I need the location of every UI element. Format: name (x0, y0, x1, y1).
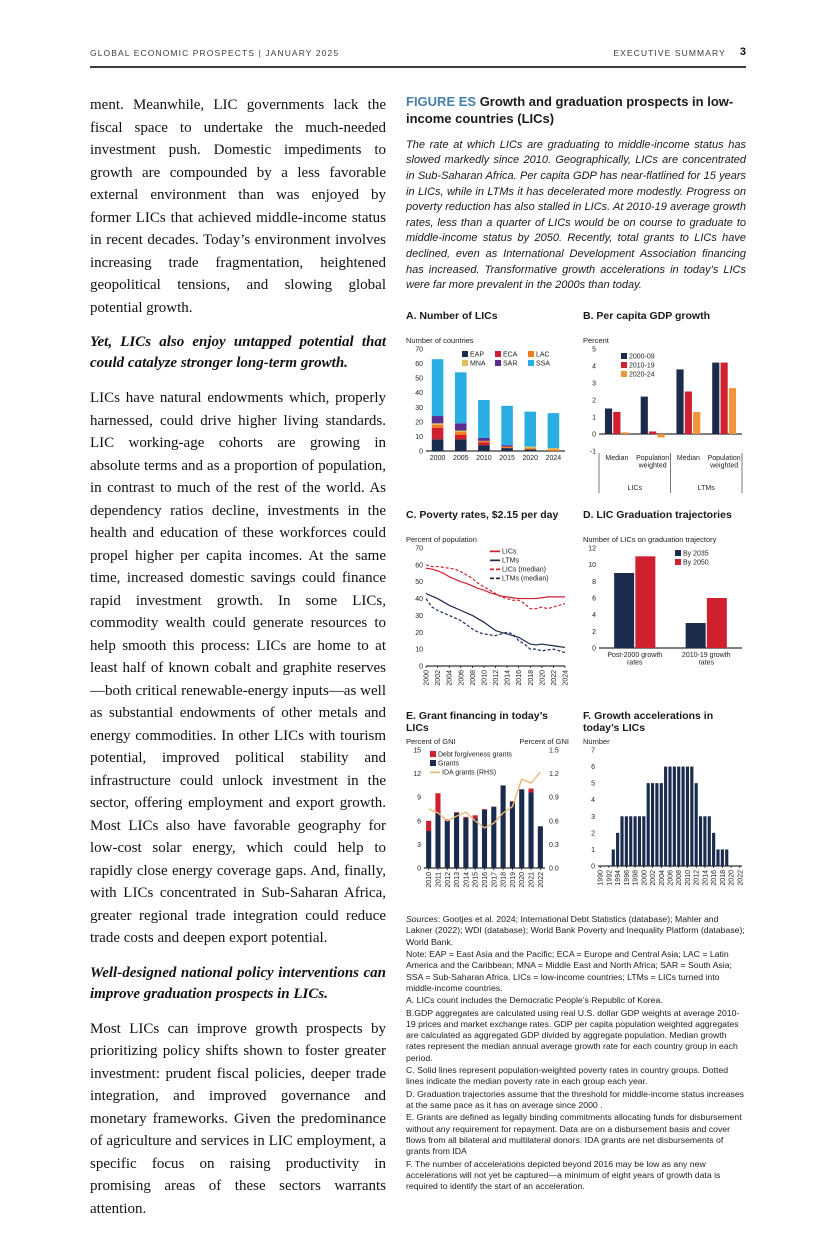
svg-text:2010-19 growth: 2010-19 growth (681, 651, 731, 659)
svg-text:2012: 2012 (693, 870, 701, 886)
svg-text:0.0: 0.0 (549, 865, 559, 873)
svg-text:Median: Median (676, 454, 700, 462)
svg-text:LICs: LICs (502, 548, 517, 556)
svg-text:2019: 2019 (509, 872, 517, 888)
svg-text:0: 0 (591, 863, 595, 871)
figure-note: A. LICs count includes the Democratic People’s Republic of Korea. (406, 995, 663, 1006)
svg-text:Median: Median (605, 454, 629, 462)
svg-text:2024: 2024 (562, 669, 570, 686)
svg-text:2: 2 (592, 628, 596, 636)
svg-text:1994: 1994 (615, 870, 623, 886)
svg-text:6: 6 (417, 818, 421, 826)
svg-text:50: 50 (415, 579, 423, 587)
svg-text:weighted: weighted (638, 462, 667, 470)
svg-text:LICs: LICs (627, 484, 642, 492)
svg-text:1: 1 (591, 846, 595, 854)
figure-note: Note: EAP = East Asia and the Pacific; ECA = Europe and Central Asia; LAC = Latin America and the Caribbean; MNA = Middle East and North Africa; SAR = South Asia; SSA = Sub-Saharan Africa. LICs = low-income countries; LTMs = LICs turned into middle-income countries. (406, 948, 732, 993)
page-number: 3 (739, 46, 746, 58)
body-paragraph: LICs have natural endowments which, properly harnessed, could drive higher living standards. LIC working-age cohorts are growing in absolute terms and as a proportion of population, in contrast to much of the rest of the world. As dependency ratios decline, investments in the health and education of these workforces could propel higher per capita incomes. At the same time, increased domestic savings could finance rapid investment growth. In some LICs, commodity wealth could generate resources to help smooth this process: LICs are home to at least half of known cobalt and graphite reserves—both critical renewable-energy inputs—as well as substantial endowments of other metals and energy commodities. In other LICs with tourism potential, improved political stability and infrastructure could unlock investment in the sector, offering employment and export growth. Most LICs also have favorable geography for low-cost solar energy, which could help to rapidly close energy coverage gaps. And, finally, with LICs concentrated in Sub-Saharan Africa, greater regional trade integration could reduce trade costs and deepen export potential. (90, 390, 386, 946)
chart-b-per-capita-gdp-growth (583, 310, 746, 497)
svg-text:0: 0 (592, 431, 596, 439)
svg-text:2020: 2020 (522, 454, 539, 462)
svg-text:10: 10 (415, 433, 423, 441)
svg-text:2004: 2004 (446, 669, 454, 686)
header-publication: GLOBAL ECONOMIC PROSPECTS | JANUARY 2025 (90, 48, 340, 58)
svg-text:2008: 2008 (676, 870, 684, 886)
figure-note: C. Solid lines represent population-weighted poverty rates in country groups. Dotted lines indicate the median poverty rate in each group each year. (406, 1065, 729, 1087)
chart-a-canvas (406, 347, 569, 465)
body-text-column (90, 94, 386, 1233)
svg-text:0: 0 (419, 448, 423, 456)
svg-text:2018: 2018 (500, 872, 508, 888)
svg-text:6: 6 (591, 764, 595, 772)
figure-sources: Sources: Gootjes et al. 2024; International Debt Statistics (database); Mahler and Lakner (2022); WDI (database); World Bank Poverty and Inequality Platform (database); World Bank. (406, 914, 745, 947)
svg-text:SAR: SAR (503, 360, 518, 368)
svg-text:2020: 2020 (539, 669, 547, 686)
svg-text:2018: 2018 (719, 870, 727, 886)
axis-unit-left: Percent of GNI (406, 737, 456, 746)
svg-text:2000: 2000 (641, 870, 649, 886)
svg-text:3: 3 (591, 813, 595, 821)
svg-text:10: 10 (588, 562, 596, 570)
svg-text:15: 15 (413, 747, 421, 755)
chart-c-canvas (406, 546, 569, 698)
svg-text:60: 60 (415, 360, 423, 368)
svg-text:2018: 2018 (527, 669, 535, 686)
chart-title: B. Per capita GDP growth (583, 309, 710, 322)
svg-text:2016: 2016 (482, 872, 489, 888)
chart-title: E. Grant financing in today’s LICs (406, 709, 548, 734)
svg-text:2012: 2012 (444, 872, 452, 888)
svg-text:0.6: 0.6 (549, 818, 559, 826)
figure-column (406, 94, 746, 1233)
svg-text:40: 40 (415, 595, 423, 603)
svg-text:70: 70 (415, 346, 423, 354)
svg-text:2024: 2024 (545, 454, 562, 462)
svg-text:4: 4 (592, 612, 596, 620)
page-header (90, 46, 746, 68)
svg-text:3: 3 (592, 380, 596, 388)
chart-d-canvas (583, 546, 746, 674)
svg-text:IDA grants (RHS): IDA grants (RHS) (442, 769, 497, 777)
chart-title: F. Growth accelerations in today’s LICs (583, 709, 714, 734)
svg-text:0.3: 0.3 (549, 841, 559, 849)
svg-text:Population: Population (707, 454, 741, 462)
svg-text:8: 8 (592, 578, 596, 586)
svg-text:70: 70 (415, 545, 423, 553)
svg-text:2022: 2022 (737, 870, 745, 886)
svg-text:2006: 2006 (458, 669, 466, 686)
svg-text:2022: 2022 (550, 669, 558, 686)
svg-text:1998: 1998 (632, 870, 640, 886)
svg-text:1: 1 (592, 414, 596, 422)
svg-text:9: 9 (417, 794, 421, 802)
svg-text:20: 20 (415, 629, 423, 637)
figure-note: F. The number of accelerations depicted beyond 2016 may be low as any new accelerations will not yet be captured—a minimum of eight years of growth data is required to identify the start of an acceleration. (406, 1158, 721, 1192)
figure-note: B.GDP aggregates are calculated using real U.S. dollar GDP weights at average 2010-19 prices and market exchange rates. GDP per capita population weighted aggregates are calculated as aggregated GDP divided by aggregate population. Median growth rates represent the median annual average growth rate for each country group in each period. (406, 1007, 740, 1063)
svg-text:50: 50 (415, 375, 423, 383)
svg-text:5: 5 (592, 346, 596, 354)
svg-text:2016: 2016 (516, 669, 524, 686)
svg-text:1.2: 1.2 (549, 771, 559, 779)
svg-text:ECA: ECA (503, 351, 518, 359)
svg-text:30: 30 (415, 612, 423, 620)
svg-text:2000: 2000 (429, 454, 446, 462)
svg-text:2015: 2015 (499, 454, 515, 462)
svg-text:2000-09: 2000-09 (629, 353, 655, 361)
svg-text:1996: 1996 (623, 870, 631, 886)
svg-text:EAP: EAP (470, 351, 485, 359)
svg-text:0: 0 (592, 645, 596, 653)
header-section: EXECUTIVE SUMMARY (613, 48, 726, 58)
figure-note: E. Grants are defined as legally binding commitments allocating funds for disbursement without any requirement for repayment. Data are on a disbursement basis and cover flows from all bilateral and multilateral donors. IDA grants are net disbursements of grants from IDA (406, 1112, 742, 1157)
chart-e-canvas (406, 748, 569, 900)
figure-grid (406, 310, 746, 900)
svg-text:2014: 2014 (702, 870, 710, 886)
svg-text:2022: 2022 (537, 872, 545, 888)
svg-text:LTMs: LTMs (697, 484, 715, 492)
svg-text:2020: 2020 (519, 872, 527, 888)
svg-text:6: 6 (592, 595, 596, 603)
svg-text:20: 20 (415, 419, 423, 427)
axis-unit-left: Number (583, 737, 610, 746)
svg-text:0: 0 (417, 865, 421, 873)
svg-text:LAC: LAC (536, 351, 550, 359)
svg-text:rates: rates (626, 659, 643, 667)
svg-text:rates: rates (698, 659, 715, 667)
axis-unit-left: Number of countries (406, 335, 474, 345)
chart-f-canvas (583, 748, 746, 898)
svg-text:30: 30 (415, 404, 423, 412)
svg-text:12: 12 (588, 545, 596, 553)
body-paragraph: ment. Meanwhile, LIC governments lack the fiscal space to undertake the much-needed investment push. Domestic impediments to growth are compounded by a less favorable external environment than was enjoyed by former LICs that achieved middle-income status in recent decades. Today’s environment involves increasing trade fragmentation, heightened geopolitical tensions, and slowing global potential growth. (90, 97, 386, 316)
svg-text:2006: 2006 (667, 870, 675, 886)
figure-sources-notes (406, 914, 746, 1193)
chart-d-graduation-trajectories (583, 509, 746, 698)
svg-text:40: 40 (415, 390, 423, 398)
chart-a-number-of-lics (406, 310, 569, 497)
svg-text:2010: 2010 (476, 454, 492, 462)
chart-b-canvas (583, 347, 746, 497)
svg-text:2: 2 (591, 830, 595, 838)
chart-e-grant-financing (406, 710, 569, 900)
axis-unit-left: Number of LICs on graduation trajectory (583, 534, 717, 544)
chart-title: A. Number of LICs (406, 309, 498, 322)
chart-title: D. LIC Graduation trajectories (583, 508, 732, 521)
svg-text:SSA: SSA (536, 360, 551, 368)
svg-text:2015: 2015 (472, 872, 480, 888)
figure-summary: The rate at which LICs are graduating to middle-income status has slowed markedly since 2010. Geographically, LICs are concentrated in Sub-Saharan Africa. Per capita GDP has near-flatlined for 15 years in LICs, while in LTMs it has decelerated more modestly. Progress on poverty reduction has also stalled in LICs. At 2010-19 average growth rates, less than a quarter of LICs would be on course to graduate to middle-income status by 2050. Recently, total grants to LICs have declined, even as International Development Association financing has increased. Transformative growth accelerations in today’s LICs were far more prevalent in the 2000s than today. (406, 138, 746, 292)
axis-unit-right: Percent of GNI (519, 737, 569, 746)
svg-text:2020: 2020 (728, 870, 736, 886)
svg-text:2010: 2010 (481, 669, 489, 686)
svg-text:12: 12 (413, 771, 421, 779)
svg-text:By 2035: By 2035 (683, 550, 709, 558)
svg-text:2010: 2010 (684, 870, 692, 886)
svg-text:2017: 2017 (491, 872, 499, 888)
svg-text:60: 60 (415, 562, 423, 570)
chart-f-growth-accelerations (583, 710, 746, 900)
figure-note: D. Graduation trajectories assume that the threshold for middle-income status increases at the same pace as it has on average since 2000 . (406, 1088, 745, 1110)
svg-text:5: 5 (591, 780, 595, 788)
svg-text:2000: 2000 (423, 669, 431, 686)
chart-c-poverty-rates (406, 509, 569, 698)
axis-unit-left: Percent (583, 335, 609, 345)
svg-text:1992: 1992 (606, 870, 614, 886)
chart-title: C. Poverty rates, $2.15 per day (406, 508, 559, 521)
svg-text:2005: 2005 (452, 454, 469, 462)
svg-text:2020-24: 2020-24 (629, 371, 655, 379)
subheading: Yet, LICs also enjoy untapped potential that could catalyze stronger long-term growth. (90, 334, 386, 371)
svg-text:By 2050: By 2050 (683, 559, 709, 567)
svg-text:Debt forgiveness grants: Debt forgiveness grants (438, 751, 512, 759)
svg-text:2013: 2013 (454, 872, 462, 888)
svg-text:2004: 2004 (658, 870, 666, 886)
figure-title: FIGURE ES Growth and graduation prospects in low-income countries (LICs) (406, 94, 734, 126)
page-content (90, 94, 746, 1233)
svg-text:MNA: MNA (470, 360, 486, 368)
svg-text:2011: 2011 (435, 872, 443, 888)
svg-text:2: 2 (592, 397, 596, 405)
svg-text:4: 4 (591, 797, 595, 805)
svg-text:LTMs: LTMs (502, 557, 519, 565)
svg-text:4: 4 (592, 363, 596, 371)
svg-text:0.9: 0.9 (549, 794, 559, 802)
svg-text:2010-19: 2010-19 (629, 362, 655, 370)
svg-text:2008: 2008 (469, 669, 477, 686)
svg-text:LTMs (median): LTMs (median) (502, 575, 549, 583)
svg-text:2014: 2014 (504, 669, 512, 686)
svg-text:2016: 2016 (711, 870, 719, 886)
svg-text:3: 3 (417, 841, 421, 849)
figure-label: FIGURE ES (406, 94, 477, 109)
svg-text:Population: Population (636, 454, 670, 462)
svg-text:7: 7 (591, 747, 595, 755)
svg-text:Post-2000 growth: Post-2000 growth (607, 651, 663, 659)
axis-unit-left: Percent of population (406, 534, 477, 544)
svg-text:2012: 2012 (493, 669, 500, 686)
svg-text:1990: 1990 (597, 870, 605, 886)
svg-text:-1: -1 (589, 448, 596, 456)
svg-text:10: 10 (415, 646, 423, 654)
svg-text:2002: 2002 (435, 669, 443, 686)
svg-text:0: 0 (419, 663, 423, 671)
svg-text:2002: 2002 (650, 870, 658, 886)
body-paragraph: Most LICs can improve growth prospects by prioritizing policy shifts shown to foster greater investment: prudent fiscal policies, deeper trade integration, and improved governance and monetary frameworks. Given the predominance of agriculture and services in LIC employment, a specific focus on raising productivity in promising areas of these sectors warrants attention. (90, 1020, 386, 1217)
svg-text:2014: 2014 (463, 872, 471, 888)
svg-text:weighted: weighted (710, 462, 739, 470)
svg-text:2021: 2021 (528, 872, 536, 888)
svg-text:2010: 2010 (426, 872, 434, 888)
svg-text:LICs (median): LICs (median) (502, 566, 546, 574)
svg-text:1.5: 1.5 (549, 747, 559, 755)
svg-text:Grants: Grants (438, 760, 460, 768)
subheading: Well-designed national policy interventions can improve graduation prospects in LICs. (90, 964, 386, 1002)
